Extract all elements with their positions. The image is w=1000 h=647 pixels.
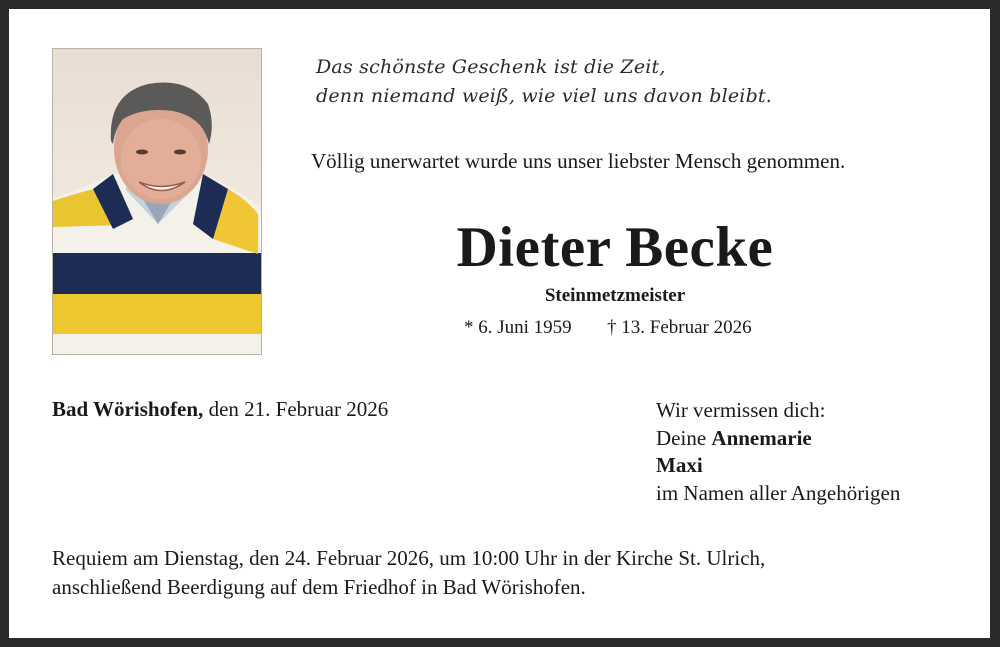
death-date: † 13. Februar 2026: [607, 317, 752, 338]
requiem-line-1: Requiem am Dienstag, den 24. Februar 2026, um 10:00 Uhr in der Kirche St. Ulrich,: [52, 546, 766, 570]
place: Bad Wörishofen,: [52, 397, 204, 421]
deceased-name: Dieter Becke: [456, 216, 774, 279]
mourners-line-1: Wir vermissen dich:: [656, 398, 826, 422]
intro-text: Völlig unerwartet wurde uns unser liebster Mensch genommen.: [311, 149, 846, 173]
mourner-name-maxi: Maxi: [656, 453, 703, 477]
place-and-date: [52, 397, 388, 422]
mourners-line-2: [656, 425, 900, 453]
mourner-name-annemarie: Annemarie: [711, 425, 812, 450]
portrait-illustration: [53, 49, 262, 355]
quote-line-1: Das schönste Geschenk ist die Zeit,: [316, 56, 666, 78]
quote-line-2: denn niemand weiß, wie viel uns davon bleibt.: [316, 85, 773, 107]
requiem-details: [52, 544, 765, 602]
obituary-card: [9, 9, 990, 638]
requiem-line-2: anschließend Beerdigung auf dem Friedhof in Bad Wörishofen.: [52, 575, 586, 599]
mourners-line-4: im Namen aller Angehörigen: [656, 480, 901, 505]
mourners-block: [656, 397, 900, 507]
memorial-quote: [316, 53, 772, 111]
deceased-profession: Steinmetzmeister: [544, 285, 686, 306]
portrait-photo: [52, 48, 262, 355]
mourners-line-3: [656, 452, 900, 480]
birth-date: * 6. Juni 1959: [464, 317, 572, 338]
mourners-prefix: Deine: [656, 425, 707, 450]
date: den 21. Februar 2026: [208, 397, 389, 421]
